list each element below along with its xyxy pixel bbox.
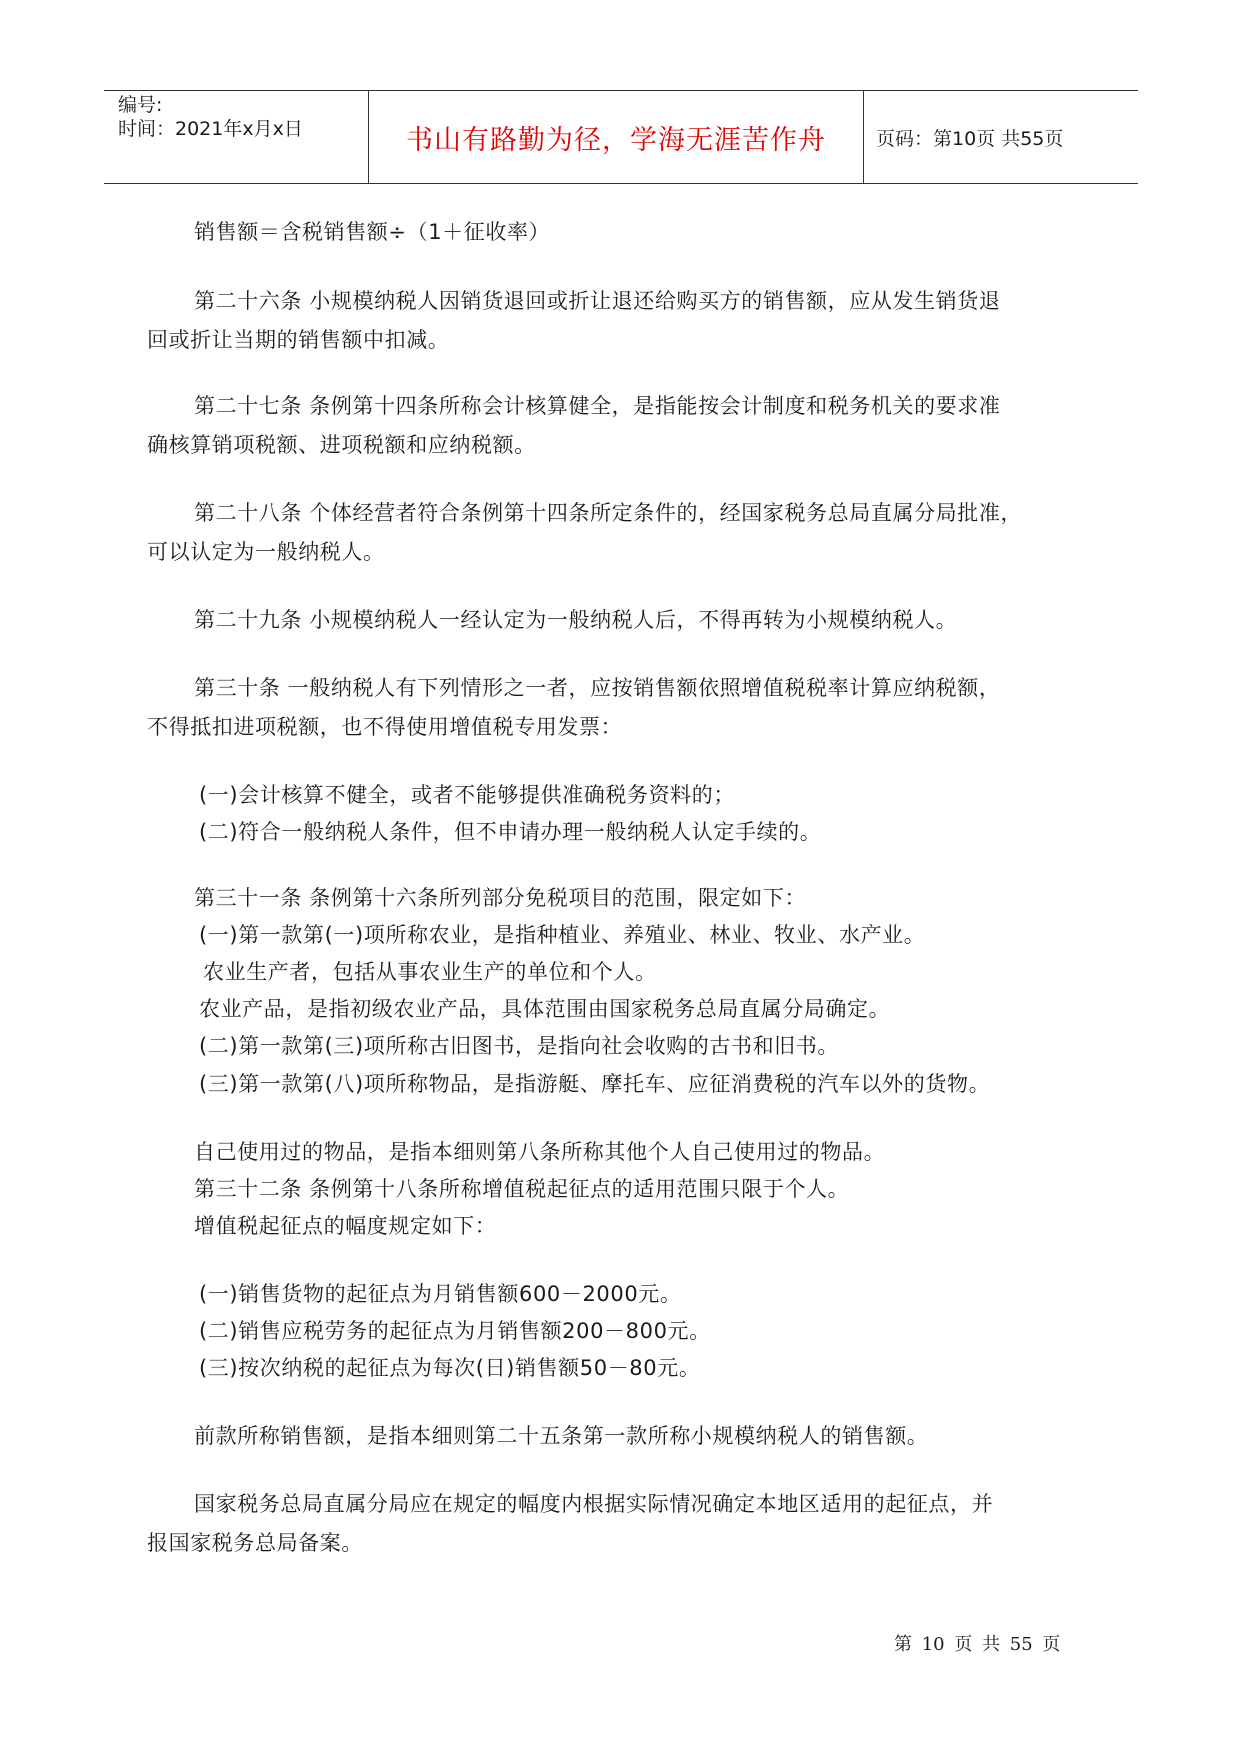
text-line: 第二十七条 条例第十四条所称会计核算健全，是指能按会计制度和税务机关的要求准	[194, 394, 1001, 418]
text-line: 第三十一条 条例第十六条所列部分免税项目的范围，限定如下：	[194, 886, 807, 910]
list-item: (二)第一款第(三)项所称古旧图书，是指向社会收购的古书和旧书。	[199, 1034, 839, 1058]
text-line: 国家税务总局直属分局应在规定的幅度内根据实际情况确定本地区适用的起征点，并	[194, 1492, 994, 1516]
text-line: 回或折让当期的销售额中扣减。	[147, 328, 450, 352]
text-line: 第二十九条 小规模纳税人一经认定为一般纳税人后，不得再转为小规模纳税人。	[194, 608, 958, 632]
document-number-label: 编号:	[118, 94, 163, 116]
header-meta	[104, 91, 368, 183]
text-line: 销售额＝含税销售额÷（1＋征收率）	[194, 220, 551, 244]
text-line: 报国家税务总局备案。	[147, 1531, 363, 1555]
text-line: 自己使用过的物品，是指本细则第八条所称其他个人自己使用过的物品。	[194, 1140, 886, 1164]
text-line: 第二十六条 小规模纳税人因销货退回或折让退还给购买方的销售额，应从发生销货退	[194, 289, 1001, 313]
text-line: 不得抵扣进项税额，也不得使用增值税专用发票：	[147, 715, 623, 739]
list-item: (二)符合一般纳税人条件，但不申请办理一般纳税人认定手续的。	[199, 820, 822, 844]
text-line: 增值税起征点的幅度规定如下：	[194, 1214, 497, 1238]
text-line: 确核算销项税额、进项税额和应纳税额。	[147, 433, 536, 457]
list-item: (一)销售货物的起征点为月销售额600－2000元。	[199, 1282, 682, 1306]
list-item: (一)会计核算不健全，或者不能够提供准确税务资料的；	[199, 783, 735, 807]
header-motto-cell	[368, 91, 864, 183]
text-line: 第三十条 一般纳税人有下列情形之一者，应按销售额依照增值税税率计算应纳税额，	[194, 676, 1001, 700]
document-header	[104, 90, 1138, 184]
text-line: 前款所称销售额，是指本细则第二十五条第一款所称小规模纳税人的销售额。	[194, 1424, 929, 1448]
list-item: (二)销售应税劳务的起征点为月销售额200－800元。	[199, 1319, 711, 1343]
document-time-label: 时间：2021年x月x日	[118, 118, 303, 140]
text-line: 可以认定为一般纳税人。	[147, 540, 385, 564]
list-item: (三)按次纳税的起征点为每次(日)销售额50－80元。	[199, 1356, 701, 1380]
footer-page-number: 第 10 页 共 55 页	[894, 1634, 1061, 1655]
text-line: 农业产品，是指初级农业产品，具体范围由国家税务总局直属分局确定。	[199, 997, 891, 1021]
text-line: 第三十二条 条例第十八条所称增值税起征点的适用范围只限于个人。	[194, 1177, 850, 1201]
header-page-cell	[864, 91, 1138, 183]
text-line: 第二十八条 个体经营者符合条例第十四条所定条件的，经国家税务总局直属分局批准，	[194, 501, 1023, 525]
list-item: (一)第一款第(一)项所称农业，是指种植业、养殖业、林业、牧业、水产业。	[199, 923, 926, 947]
header-motto: 书山有路勤为径，学海无涯苦作舟	[406, 124, 826, 156]
list-item: (三)第一款第(八)项所称物品，是指游艇、摩托车、应征消费税的汽车以外的货物。	[199, 1072, 991, 1096]
header-page-code: 页码：第10页 共55页	[876, 127, 1064, 150]
text-line: 农业生产者，包括从事农业生产的单位和个人。	[203, 960, 657, 984]
